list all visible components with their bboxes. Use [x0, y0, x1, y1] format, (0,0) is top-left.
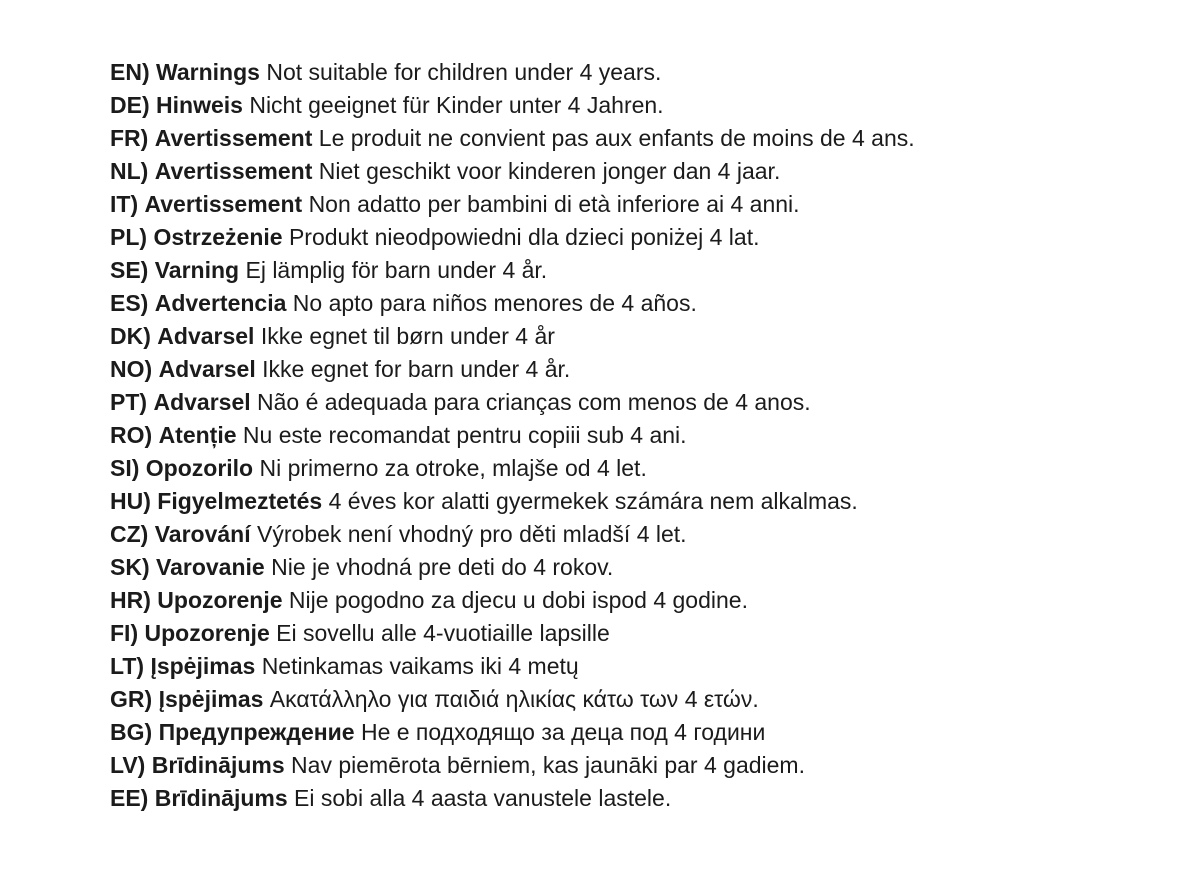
warning-row: [110, 452, 1146, 485]
warning-label: Opozorilo: [145, 455, 254, 481]
warning-row: [110, 221, 1146, 254]
warning-label: Įspėjimas: [158, 686, 264, 712]
warning-label: Warnings: [156, 59, 260, 85]
warning-text: Niet geschikt voor kinderen jonger dan 4 jaar.: [318, 158, 781, 184]
warning-text: Ακατάλληλο για παιδιά ηλικίας κάτω των 4 ετών.: [269, 686, 759, 712]
warning-row: [110, 122, 1146, 155]
warning-text: Nav piemērota bērniem, kas jaunāki par 4 gadiem.: [291, 752, 805, 778]
warning-label: Advarsel: [158, 356, 256, 382]
warning-label: Hinweis: [156, 92, 243, 118]
warning-text: Nie je vhodná pre deti do 4 rokov.: [271, 554, 614, 580]
language-code: FI): [110, 620, 139, 646]
warning-text: Výrobek není vhodný pro děti mladší 4 let.: [257, 521, 687, 547]
language-code: SK): [110, 554, 150, 580]
language-code: SI): [110, 455, 140, 481]
warning-text: Netinkamas vaikams iki 4 metų: [261, 653, 579, 679]
warning-text: Ej lämplig för barn under 4 år.: [245, 257, 548, 283]
warning-label: Varovanie: [156, 554, 265, 580]
warning-text: Ikke egnet for barn under 4 år.: [262, 356, 571, 382]
warning-row: [110, 485, 1146, 518]
warning-row: [110, 89, 1146, 122]
language-code: RO): [110, 422, 153, 448]
language-code: GR): [110, 686, 153, 712]
warning-row: [110, 386, 1146, 419]
warning-row: [110, 518, 1146, 551]
warning-label: Brīdinājums: [151, 752, 285, 778]
warning-text: Ikke egnet til børn under 4 år: [260, 323, 555, 349]
warning-label: Предупреждение: [158, 719, 355, 745]
language-code: NL): [110, 158, 149, 184]
warning-row: [110, 254, 1146, 287]
warning-row: [110, 155, 1146, 188]
warning-row: [110, 419, 1146, 452]
language-code: SE): [110, 257, 149, 283]
warning-row: [110, 188, 1146, 221]
warning-row: [110, 683, 1146, 716]
warning-text: Não é adequada para crianças com menos de 4 anos.: [257, 389, 811, 415]
warning-label: Brīdinājums: [154, 785, 288, 811]
language-code: DK): [110, 323, 151, 349]
warning-row: [110, 617, 1146, 650]
warning-row: [110, 353, 1146, 386]
warning-text: Produkt nieodpowiedni dla dzieci poniżej 4 lat.: [288, 224, 760, 250]
warning-row: [110, 287, 1146, 320]
language-code: EN): [110, 59, 150, 85]
language-code: LV): [110, 752, 146, 778]
warning-text: Nije pogodno za djecu u dobi ispod 4 godine.: [288, 587, 748, 613]
warning-text: 4 éves kor alatti gyermekek számára nem alkalmas.: [328, 488, 858, 514]
warning-label: Upozorenje: [157, 587, 283, 613]
warning-label: Varning: [154, 257, 240, 283]
warning-label: Atenție: [158, 422, 237, 448]
warning-text: Не е подходящо за деца под 4 години: [360, 719, 766, 745]
language-code: DE): [110, 92, 150, 118]
warning-text: Not suitable for children under 4 years.: [266, 59, 662, 85]
warning-text: Ei sovellu alle 4-vuotiaille lapsille: [276, 620, 610, 646]
language-code: PT): [110, 389, 148, 415]
language-code: FR): [110, 125, 149, 151]
warning-row: [110, 782, 1146, 815]
language-code: LT): [110, 653, 145, 679]
language-code: NO): [110, 356, 153, 382]
warning-text: Nicht geeignet für Kinder unter 4 Jahren.: [249, 92, 664, 118]
warning-label: Avertissement: [144, 191, 303, 217]
warning-text: Ni primerno za otroke, mlajše od 4 let.: [259, 455, 647, 481]
language-code: HU): [110, 488, 151, 514]
warning-row: [110, 56, 1146, 89]
warning-row: [110, 551, 1146, 584]
warning-label: Varování: [154, 521, 251, 547]
warning-row: [110, 650, 1146, 683]
language-code: ES): [110, 290, 149, 316]
warning-label: Advertencia: [154, 290, 287, 316]
warning-text: No apto para niños menores de 4 años.: [292, 290, 697, 316]
language-code: BG): [110, 719, 153, 745]
language-code: EE): [110, 785, 149, 811]
warning-label: Figyelmeztetés: [157, 488, 323, 514]
language-code: IT): [110, 191, 139, 217]
warning-label: Advarsel: [157, 323, 255, 349]
warning-text: Ei sobi alla 4 aasta vanustele lastele.: [294, 785, 672, 811]
warning-label: Upozorenje: [144, 620, 270, 646]
language-code: CZ): [110, 521, 149, 547]
warning-row: [110, 584, 1146, 617]
warning-row: [110, 320, 1146, 353]
language-code: PL): [110, 224, 148, 250]
warning-label: Avertissement: [154, 158, 313, 184]
warning-text: Non adatto per bambini di età inferiore ai 4 anni.: [308, 191, 800, 217]
warning-row: [110, 749, 1146, 782]
warning-label: Įspėjimas: [150, 653, 256, 679]
warning-label: Avertissement: [154, 125, 313, 151]
warning-label: Advarsel: [153, 389, 251, 415]
warning-text: Le produit ne convient pas aux enfants de moins de 4 ans.: [318, 125, 915, 151]
warning-text: Nu este recomandat pentru copiii sub 4 ani.: [242, 422, 687, 448]
language-code: HR): [110, 587, 151, 613]
warning-label: Ostrzeżenie: [153, 224, 283, 250]
warning-row: [110, 716, 1146, 749]
